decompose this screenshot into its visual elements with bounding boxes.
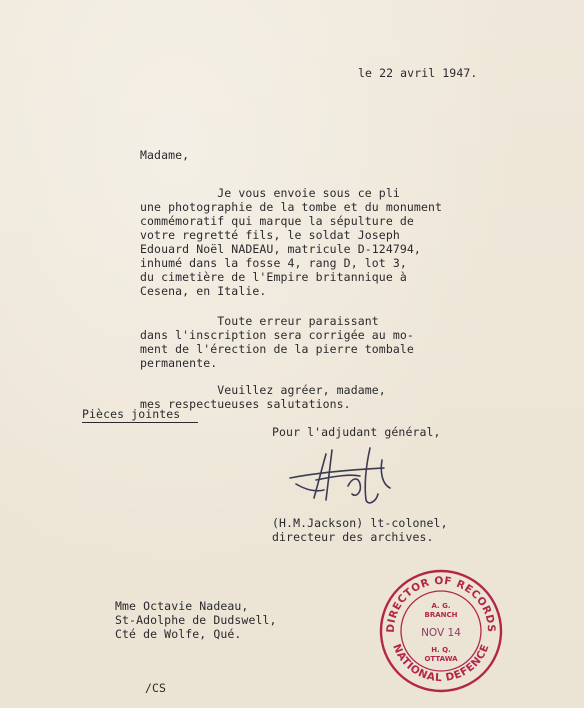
stamp-ring-bottom: NATIONAL DEFENCE	[390, 642, 492, 685]
paragraph-3	[140, 369, 386, 411]
enclosures-label: Pièces jointes	[82, 407, 181, 421]
closing-line: Veuillez agréer, madame,	[140, 383, 386, 397]
stamp-date: NOV 14	[421, 627, 461, 639]
paragraph-2-line: dans l'inscription sera corrigée au mo-	[140, 328, 414, 342]
paragraph-1-line: une photographie de la tombe et du monument	[140, 200, 443, 214]
stamp-line-ottawa: OTTAWA	[424, 655, 458, 663]
paragraph-2-line: Toute erreur paraissant	[140, 314, 379, 328]
paragraph-1-line: commémoratif qui marque la sépulture de	[140, 214, 414, 228]
stamp-ring-top: DIRECTOR OF RECORDS	[384, 574, 498, 634]
paragraph-1-line: votre regretté fils, le soldat Joseph	[140, 228, 400, 242]
records-office-stamp	[378, 568, 504, 694]
paragraph-2-line: ment de l'érection de la pierre tombale	[140, 342, 414, 356]
signer-name-rank: (H.M.Jackson) lt-colonel,	[272, 516, 448, 530]
salutation: Madame,	[140, 148, 190, 162]
paragraph-2	[140, 300, 414, 370]
paragraph-1-line: Cesena, en Italie.	[140, 284, 267, 298]
stamp-line-hq: H. Q.	[431, 646, 451, 654]
address-line: Cté de Wolfe, Qué.	[115, 627, 242, 641]
signer-block	[272, 502, 448, 544]
letter-date: le 22 avril 1947.	[358, 66, 478, 80]
paragraph-1-line: du cimetière de l'Empire britannique à	[140, 270, 407, 284]
paragraph-1	[140, 172, 442, 298]
signer-title: directeur des archives.	[272, 530, 434, 544]
recipient-address	[115, 585, 277, 641]
stamp-line-ag: A. G.	[431, 602, 451, 610]
paragraph-1-line: Edouard Noël NADEAU, matricule D-124794,	[140, 242, 421, 256]
reference-initials: /CS	[145, 681, 167, 695]
enclosures-underline	[82, 422, 198, 423]
for-adjutant-general: Pour l'adjudant général,	[272, 425, 441, 439]
paragraph-1-line: inhumé dans la fosse 4, rang D, lot 3,	[140, 256, 407, 270]
paragraph-2-line: permanente.	[140, 356, 218, 370]
address-line: Mme Octavie Nadeau,	[115, 599, 249, 613]
stamp-line-branch: BRANCH	[424, 611, 458, 619]
closing-line: mes respectueuses salutations.	[140, 397, 351, 411]
address-line: St-Adolphe de Dudswell,	[115, 613, 277, 627]
paragraph-1-line: Je vous envoie sous ce pli	[140, 186, 400, 200]
handwritten-signature	[286, 440, 406, 510]
